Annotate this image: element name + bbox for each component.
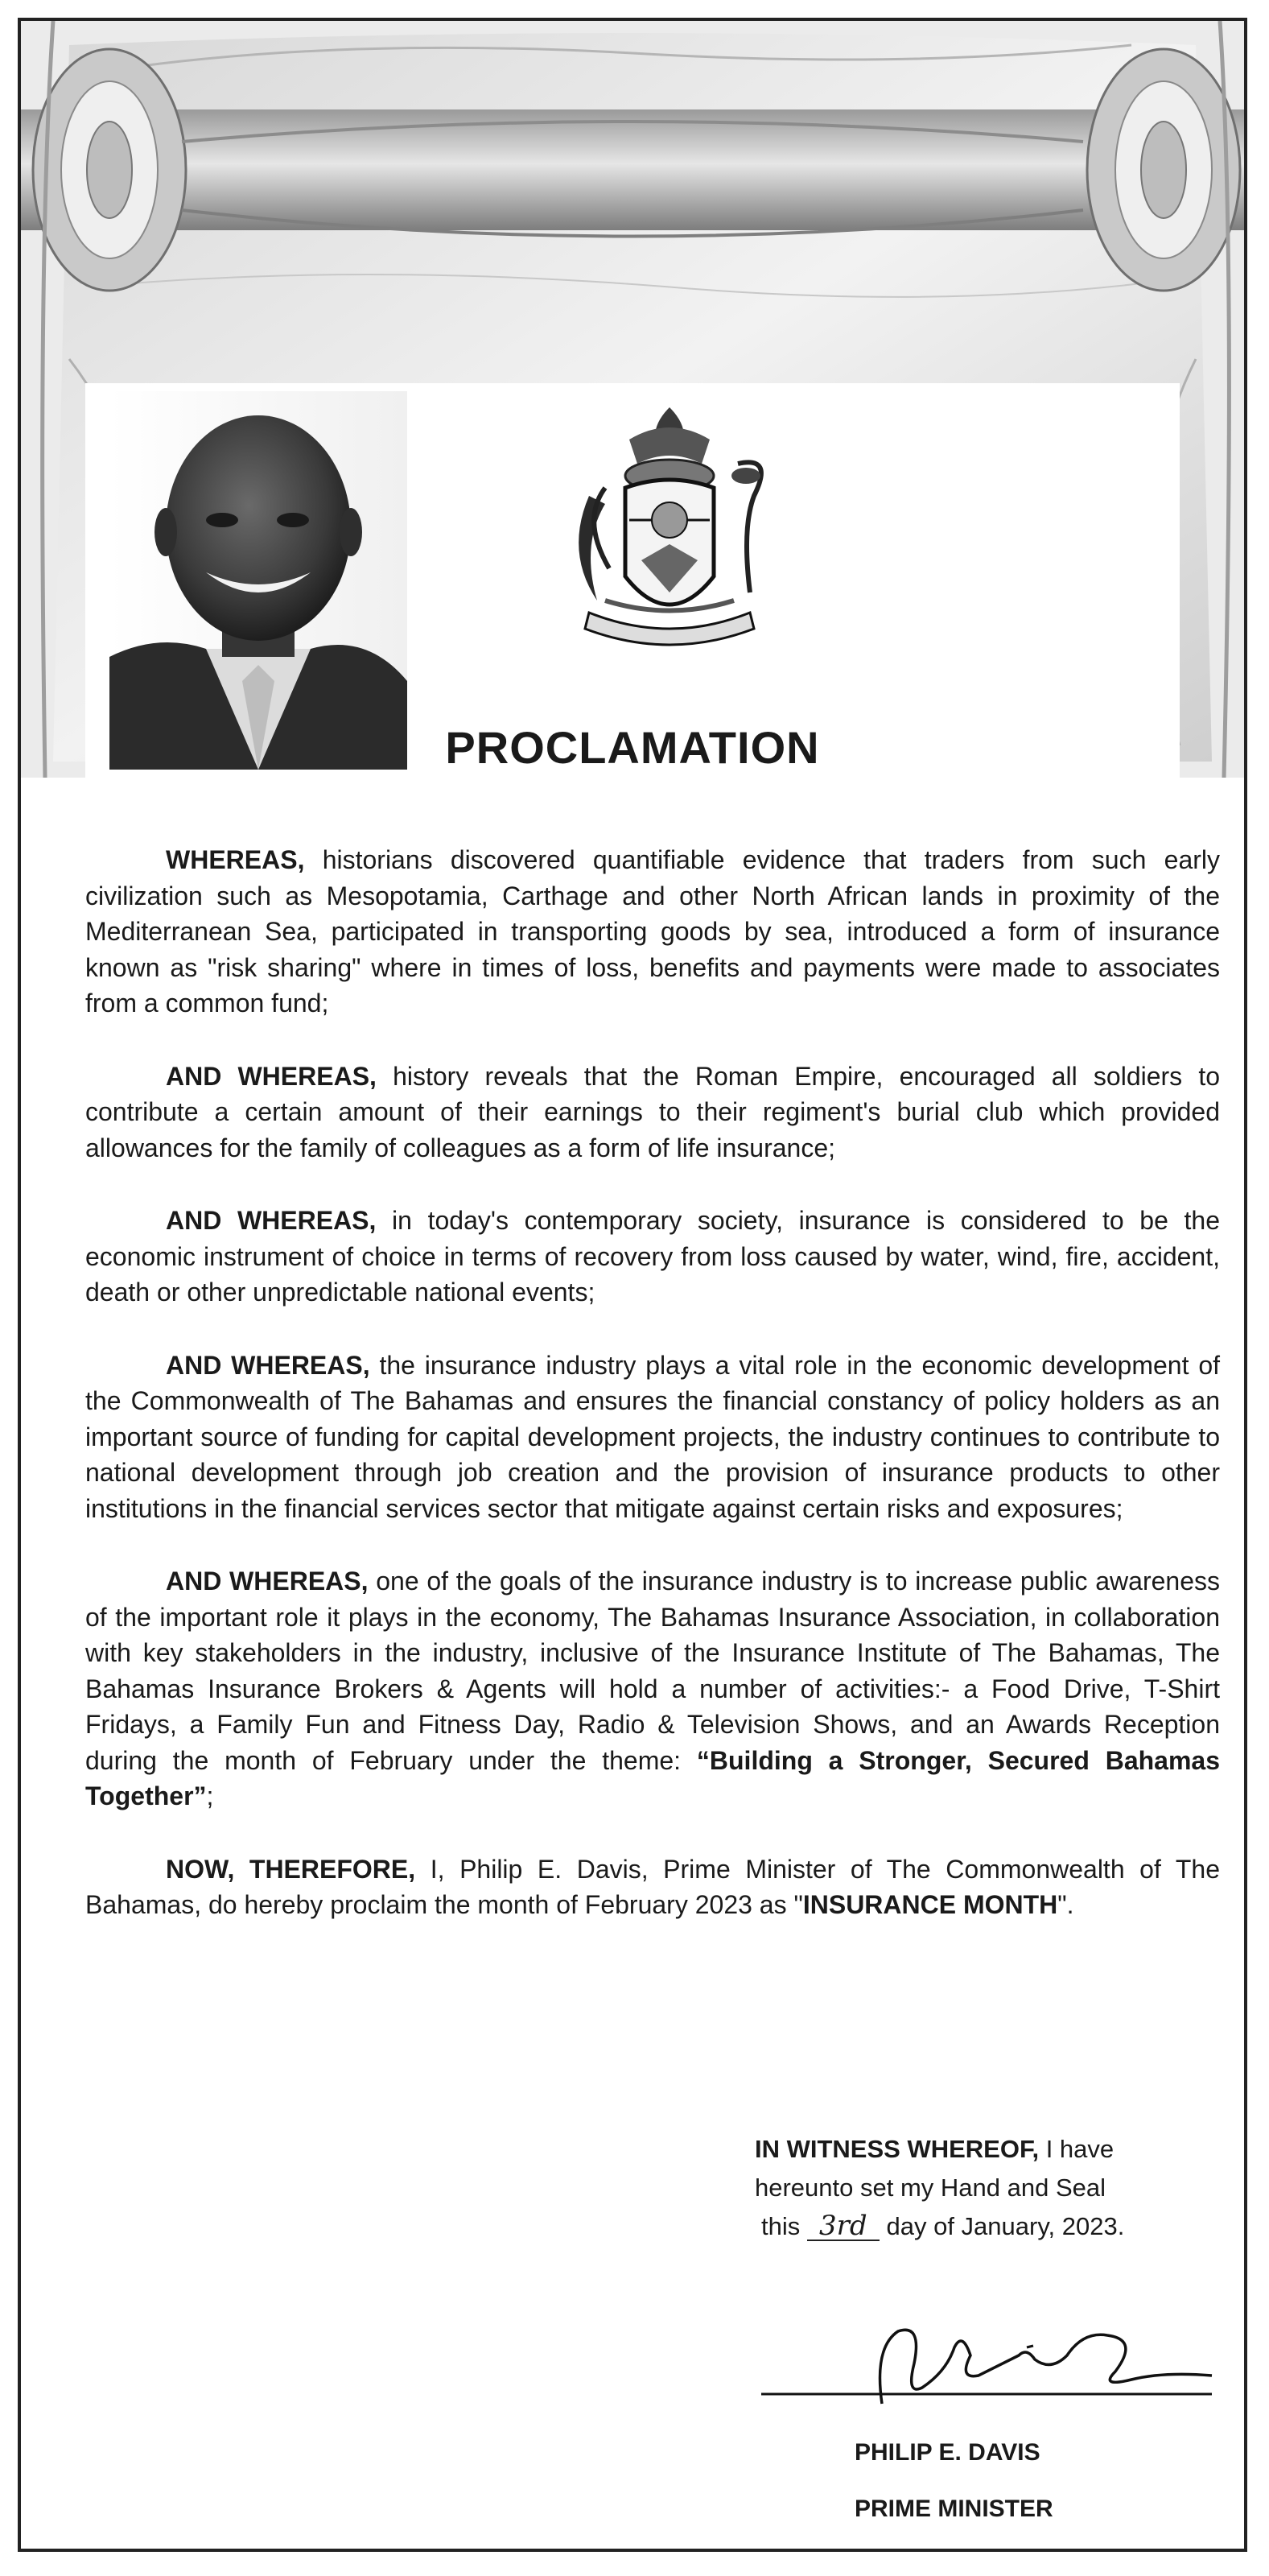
whereas-paragraph bbox=[85, 1348, 1220, 1527]
signatory-title: PRIME MINISTER bbox=[855, 2496, 1053, 2522]
witness-line-2: hereunto set my Hand and Seal bbox=[755, 2174, 1106, 2202]
witness-lead: IN WITNESS WHEREOF, bbox=[755, 2135, 1040, 2163]
paragraph-text: I, Philip E. Davis, Prime Minister of The Commonwealth of The Bahamas, do hereby proclaim the month of February 2023 as " bbox=[85, 1854, 1221, 1919]
witness-line-1: IN WITNESS WHEREOF, I have bbox=[755, 2135, 1114, 2163]
paragraph-text: history reveals that the Roman Empire, encouraged all soldiers to contribute a certain amount of their earnings to their regiment's burial club which provided allowances for the family of colleagues as a form of life insurance; bbox=[85, 1061, 1220, 1162]
witness-line-3: this 3rd day of January, 2023. bbox=[761, 2210, 1125, 2242]
signatory-name: PHILIP E. DAVIS bbox=[855, 2439, 1040, 2466]
paragraph-text: in today's contemporary society, insurance is considered to be the economic instrument of choice in terms of recovery from loss caused by water, wind, fire, accident, death or other unpredictable national events; bbox=[85, 1206, 1221, 1307]
paragraph-end: ; bbox=[206, 1781, 214, 1810]
proclaim-paragraph bbox=[85, 1852, 1220, 1923]
paragraph-text: historians discovered quantifiable evidence that traders from such early civilization such as Mesopotamia, Carthage and other North African lands in proximity of the Mediterranean Sea, participated in transporting goods by sea, introduced a form of insurance known as "risk sharing" where in times of loss, benefits and payments were made to associates from a common fund; bbox=[85, 845, 1220, 1018]
whereas-paragraph bbox=[85, 1563, 1220, 1814]
whereas-paragraph bbox=[85, 1203, 1220, 1311]
coat-of-arms-emblem bbox=[549, 399, 790, 665]
proclamation-title: PROCLAMATION bbox=[445, 722, 820, 773]
proclamation-page bbox=[18, 18, 1247, 2552]
paragraph-lead: AND WHEREAS, bbox=[166, 1567, 369, 1596]
insurance-month: INSURANCE MONTH bbox=[802, 1890, 1058, 1919]
paragraph-end: ". bbox=[1057, 1890, 1074, 1919]
handwritten-day: 3rd bbox=[807, 2212, 880, 2241]
paragraph-text: one of the goals of the insurance industry is to increase public awareness of the important role it plays in the economy, The Bahamas Insurance Association, in collaboration with key stakeholders in the industry, inclusive of the Insurance Institute of The Bahamas, The Bahamas Insurance Brokers & Agents will hold a number of activities:- a Food Drive, T-Shirt Fridays, a Family Fun and Fitness Day, Radio & Television Shows, and an Awards Reception during the month of February under the theme: bbox=[85, 1567, 1221, 1775]
paragraph-lead: NOW, THEREFORE, bbox=[166, 1854, 416, 1884]
paragraph-text: the insurance industry plays a vital role in the economic development of the Commonwealth of The Bahamas and ensures the financial constancy of policy holders as an important source of funding for capital development projects, the industry continues to contribute to national development through job creation and the provision of insurance products to other institutions in the financial services sector that mitigate against certain risks and exposures; bbox=[85, 1350, 1221, 1523]
witness-block bbox=[755, 2130, 1205, 2246]
proclamation-body bbox=[85, 842, 1220, 1960]
insurance-theme: “Building a Stronger, Secured Bahamas Together” bbox=[85, 1745, 1221, 1810]
paragraph-lead: WHEREAS, bbox=[166, 845, 305, 874]
whereas-paragraph bbox=[85, 1059, 1220, 1166]
paragraph-lead: AND WHEREAS, bbox=[166, 1061, 377, 1091]
paragraph-lead: AND WHEREAS, bbox=[166, 1350, 370, 1380]
prime-minister-portrait bbox=[109, 391, 407, 770]
whereas-paragraph bbox=[85, 842, 1220, 1022]
paragraph-lead: AND WHEREAS, bbox=[166, 1206, 377, 1235]
handwritten-signature bbox=[761, 2299, 1236, 2428]
